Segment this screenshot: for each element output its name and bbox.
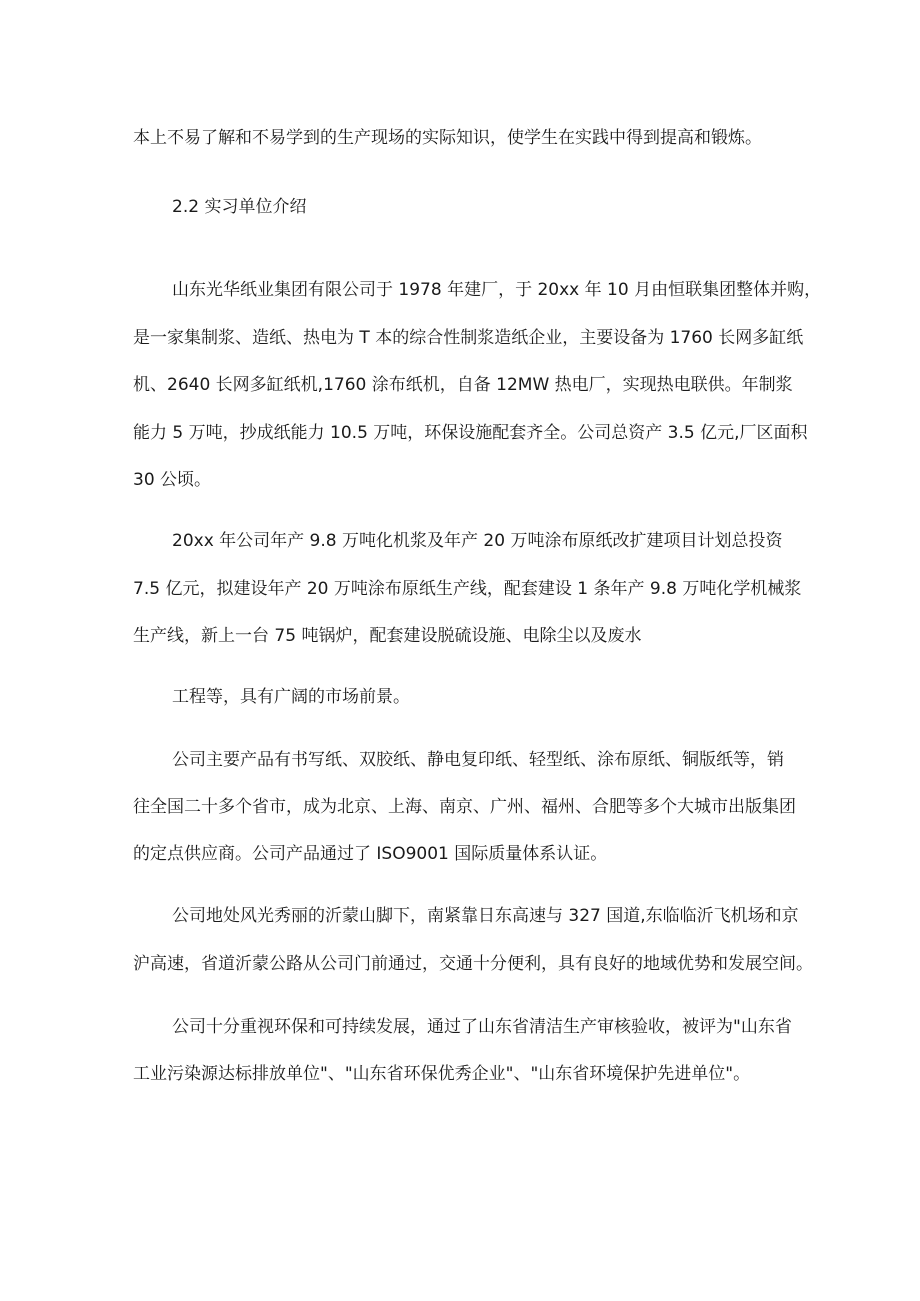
text-line-9: 7.5 亿元，拟建设年产 20 万吨涂布原纸生产线，配套建设 1 条年产 9.8 万吨化学机械浆 bbox=[133, 579, 802, 599]
text-line-17: 公司十分重视环保和可持续发展，通过了山东省清洁生产审核验收，被评为"山东省 bbox=[172, 1017, 792, 1037]
text-line-13: 往全国二十多个省市，成为北京、上海、南京、广州、福州、合肥等多个大城市出版集团 bbox=[133, 797, 796, 817]
text-line-10: 生产线，新上一台 75 吨锅炉，配套建设脱硫设施、电除尘以及废水 bbox=[133, 626, 642, 646]
text-line-12: 公司主要产品有书写纸、双胶纸、静电复印纸、轻型纸、涂布原纸、铜版纸等，销 bbox=[172, 750, 784, 770]
section-heading: 2.2 实习单位介绍 bbox=[172, 197, 307, 217]
text-line-11: 工程等，具有广阔的市场前景。 bbox=[172, 687, 410, 707]
text-line-14: 的定点供应商。公司产品通过了 ISO9001 国际质量体系认证。 bbox=[133, 844, 608, 864]
text-line-7: 30 公顷。 bbox=[133, 470, 212, 490]
text-line-18: 工业污染源达标排放单位"、"山东省环保优秀企业"、"山东省环境保护先进单位"。 bbox=[133, 1064, 751, 1084]
text-line-8: 20xx 年公司年产 9.8 万吨化机浆及年产 20 万吨涂布原纸改扩建项目计划总投资 bbox=[172, 531, 783, 551]
text-line-3: 山东光华纸业集团有限公司于 1978 年建厂，于 20xx 年 10 月由恒联集团整体并购， bbox=[172, 280, 822, 300]
text-line-4: 是一家集制浆、造纸、热电为 T 本的综合性制浆造纸企业，主要设备为 1760 长网多缸纸 bbox=[133, 328, 804, 348]
text-line-1: 本上不易了解和不易学到的生产现场的实际知识，使学生在实践中得到提高和锻炼。 bbox=[133, 128, 762, 148]
text-line-15: 公司地处风光秀丽的沂蒙山脚下，南紧靠日东高速与 327 国道,东临临沂飞机场和京 bbox=[172, 906, 799, 926]
text-line-16: 沪高速，省道沂蒙公路从公司门前通过，交通十分便利，具有良好的地域优势和发展空间。 bbox=[133, 954, 813, 974]
text-line-6: 能力 5 万吨，抄成纸能力 10.5 万吨，环保设施配套齐全。公司总资产 3.5 亿元,厂区面积 bbox=[133, 423, 808, 443]
text-line-5: 机、2640 长网多缸纸机,1760 涂布纸机，自备 12MW 热电厂，实现热电联供。年制浆 bbox=[133, 375, 793, 395]
